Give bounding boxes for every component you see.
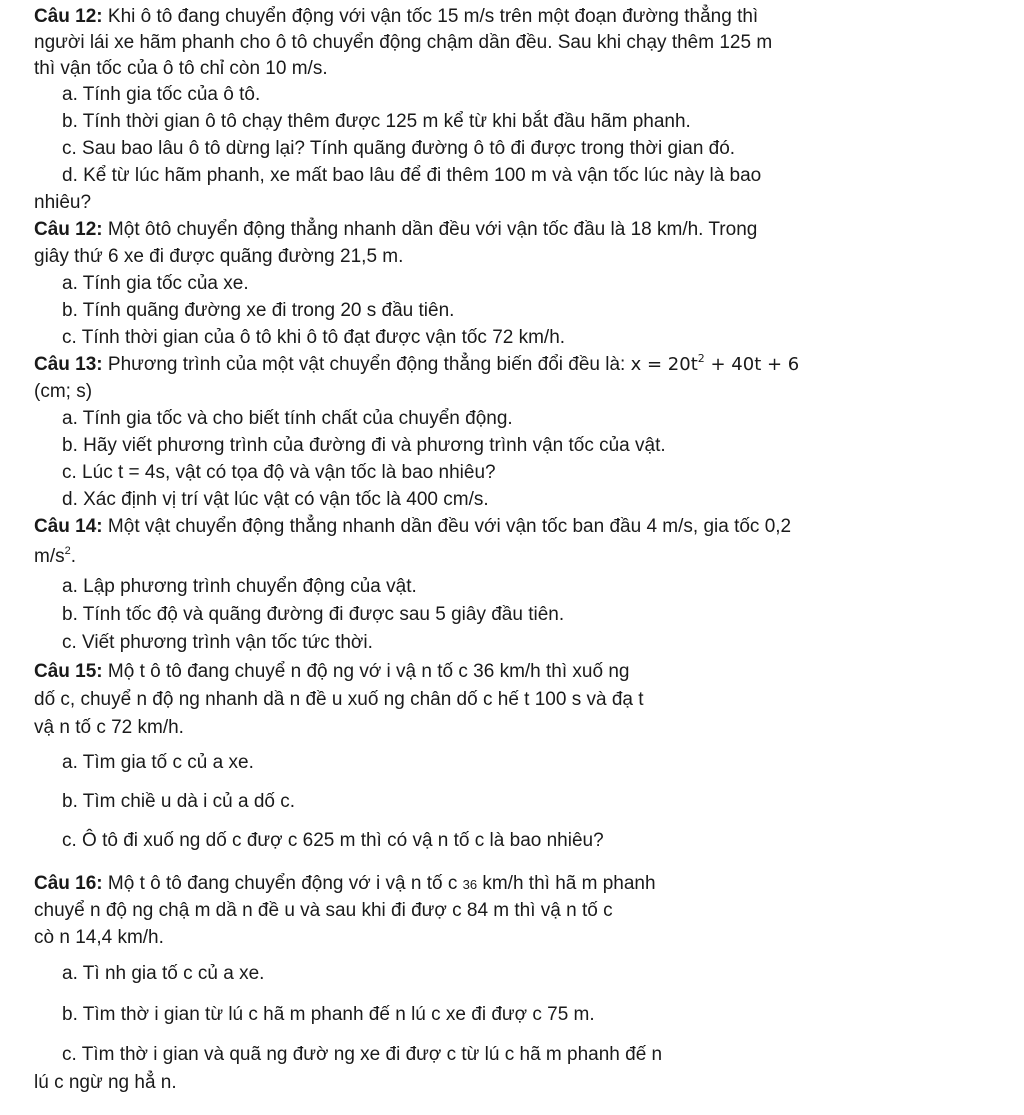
q13-eq-post: + 40t + 6: [704, 354, 800, 375]
q13-line-1: [34, 353, 994, 376]
q13-equation: [631, 354, 800, 375]
q13-eq-pre: x = 20t: [630, 354, 698, 375]
q14-line-2: [34, 545, 994, 568]
q16-label: Câu 16:: [34, 873, 103, 894]
q15-label: Câu 15:: [34, 661, 103, 682]
q12b-text-1: Một ôtô chuyển động thẳng nhanh dần đều với vận tốc đầu là 18 km/h. Trong: [102, 219, 758, 240]
q12b-item-c: c. Tính thời gian của ô tô khi ô tô đạt được vận tốc 72 km/h.: [62, 327, 566, 348]
q13-text-1: Phương trình của một vật chuyển động thẳng biến đổi đều là:: [102, 354, 631, 375]
q13-item-c: c. Lúc t = 4s, vật có tọa độ và vận tốc là bao nhiêu?: [62, 462, 496, 483]
q14-unit-post: .: [70, 546, 77, 567]
q14-item-c: c. Viết phương trình vận tốc tức thời.: [62, 632, 373, 653]
q15-item-a: a. Tìm gia tố c củ a xe.: [62, 752, 254, 773]
q12b-label: Câu 12:: [34, 219, 103, 240]
q14-item-a: a. Lập phương trình chuyển động của vật.: [62, 576, 417, 597]
q16-small-number: 36: [462, 877, 478, 892]
q12a-item-a: a. Tính gia tốc của ô tô.: [62, 84, 261, 105]
q16-tail: lú c ngừ ng hẳ n.: [34, 1072, 177, 1093]
q13-item-b: b. Hãy viết phương trình của đường đi và phương trình vận tốc của vật.: [62, 435, 666, 456]
q12b-line-1: [34, 218, 994, 241]
q12b-item-a: a. Tính gia tốc của xe.: [62, 273, 249, 294]
q13-label: Câu 13:: [34, 354, 103, 375]
q16-item-a: a. Tì nh gia tố c củ a xe.: [62, 963, 265, 984]
q13-item-d: d. Xác định vị trí vật lúc vật có vận tốc là 400 cm/s.: [62, 489, 489, 510]
q12a-label: Câu 12:: [34, 6, 103, 27]
q12a-tail: nhiêu?: [34, 192, 92, 213]
q14-line-1: [34, 515, 994, 538]
q16-text-1a: Mộ t ô tô đang chuyển động vớ i vậ n tố c: [102, 873, 463, 894]
q14-item-b: b. Tính tốc độ và quãng đường đi được sau 5 giây đầu tiên.: [62, 604, 565, 625]
q16-line-3: cò n 14,4 km/h.: [34, 927, 164, 948]
q12a-line-1: [34, 5, 994, 28]
q15-line-3: vậ n tố c 72 km/h.: [34, 717, 184, 738]
q12a-text-1: Khi ô tô đang chuyển động với vận tốc 15 m/s trên một đoạn đường thẳng thì: [102, 6, 759, 27]
q16-line-2: chuyể n độ ng chậ m dầ n đề u và sau khi đi đượ c 84 m thì vậ n tố c: [34, 900, 613, 921]
q12a-line-3: thì vận tốc của ô tô chỉ còn 10 m/s.: [34, 58, 328, 79]
q16-line-1: [34, 872, 994, 896]
q14-label: Câu 14:: [34, 516, 103, 537]
q16-item-c: c. Tìm thờ i gian và quã ng đườ ng xe đi đượ c từ lú c hã m phanh đế n: [62, 1044, 663, 1065]
q12a-item-c: c. Sau bao lâu ô tô dừng lại? Tính quãng đường ô tô đi được trong thời gian đó.: [62, 138, 736, 159]
q14-text-1: Một vật chuyển động thẳng nhanh dần đều với vận tốc ban đầu 4 m/s, gia tốc 0,2: [102, 516, 792, 537]
q13-eq-sup: 2: [697, 352, 705, 365]
q12a-line-2: người lái xe hãm phanh cho ô tô chuyển động chậm dần đều. Sau khi chạy thêm 125 m: [34, 32, 773, 53]
q15-text-1: Mộ t ô tô đang chuyể n độ ng vớ i vậ n tố c 36 km/h thì xuố ng: [102, 661, 630, 682]
q15-item-b: b. Tìm chiề u dà i củ a dố c.: [62, 791, 296, 812]
q13-item-a: a. Tính gia tốc và cho biết tính chất của chuyển động.: [62, 408, 513, 429]
q13-line-2: (cm; s): [34, 381, 93, 402]
q15-line-2: dố c, chuyể n độ ng nhanh dầ n đề u xuố ng chân dố c hế t 100 s và đạ t: [34, 689, 644, 710]
q15-item-c: c. Ô tô đi xuố ng dố c đượ c 625 m thì có vậ n tố c là bao nhiêu?: [62, 830, 604, 851]
q16-item-b: b. Tìm thờ i gian từ lú c hã m phanh đế n lú c xe đi đượ c 75 m.: [62, 1004, 595, 1025]
q12b-item-b: b. Tính quãng đường xe đi trong 20 s đầu tiên.: [62, 300, 455, 321]
q12a-item-d: d. Kể từ lúc hãm phanh, xe mất bao lâu để đi thêm 100 m và vận tốc lúc này là bao: [62, 165, 762, 186]
q14-unit-sup: 2: [64, 545, 71, 557]
q12b-line-2: giây thứ 6 xe đi được quãng đường 21,5 m.: [34, 246, 404, 267]
q14-unit: m/s: [34, 546, 65, 567]
q15-line-1: [34, 660, 994, 683]
q12a-item-b: b. Tính thời gian ô tô chạy thêm được 125 m kể từ khi bắt đầu hãm phanh.: [62, 111, 691, 132]
q16-text-1b: km/h thì hã m phanh: [477, 873, 656, 894]
